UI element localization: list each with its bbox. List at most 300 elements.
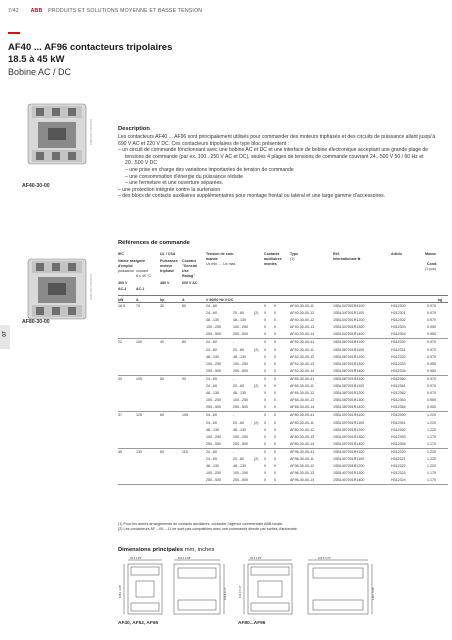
table-row <box>118 376 448 383</box>
table-cell: H312394 <box>391 441 406 446</box>
header-400v: 400 V <box>118 281 128 285</box>
table-cell: 1SBL397001R1300 <box>333 434 365 439</box>
dimensions-title: Dimensions principales <box>118 547 184 553</box>
table-cell: 1SBL407001R1100 <box>333 456 365 461</box>
header-article: Article <box>391 252 403 256</box>
table-cell: 250...500 <box>233 405 248 410</box>
description-subbullet: – une consommation d'énergie du puissance réduite <box>125 173 243 180</box>
table-cell: 1SBL367001R1400 <box>333 368 365 373</box>
table-cell: 0 <box>274 434 276 439</box>
table-group <box>118 449 448 485</box>
table-cell: 0 <box>274 391 276 396</box>
header-theta: θ ≤ 40 °C <box>136 274 151 278</box>
table-cell: 1.170 <box>427 441 436 446</box>
table-cell: 0.970 <box>427 304 436 308</box>
table-cell: 1SBL367001R1300 <box>333 361 365 366</box>
table-cell: - <box>233 340 235 345</box>
table-row <box>118 303 448 310</box>
brand-name: ABB <box>30 8 43 14</box>
table-cell: 0 <box>274 361 276 366</box>
table-cell: AF80-30-00-13 <box>290 434 315 439</box>
table-cell: 250...500 <box>206 368 221 373</box>
table-cell: AF80-30-00-12 <box>290 427 315 432</box>
table-cell: H312334 <box>391 368 406 373</box>
table-row <box>118 463 448 470</box>
page-header <box>8 8 202 14</box>
references-heading: Références de commande <box>118 240 190 246</box>
table-row <box>118 427 448 434</box>
table-cell: 0 <box>274 340 276 345</box>
table-cell: 0 <box>264 420 266 425</box>
table-cell: 1SBL397001R1100 <box>333 420 365 425</box>
table-cell: 0.970 <box>427 354 436 359</box>
table-cell: 1.220 <box>427 449 436 454</box>
table-cell: 100...250 <box>233 434 248 439</box>
table-cell: H312300 <box>391 304 406 308</box>
image-credit-2: 1SBC101143C0201 <box>89 273 94 301</box>
cell-hp: 60 <box>160 449 164 454</box>
table-cell: AF96-30-00-12 <box>290 464 315 469</box>
table-cell: 0 <box>264 332 266 337</box>
table-row <box>118 339 448 346</box>
table-row <box>118 347 448 354</box>
table-row <box>118 456 448 463</box>
table-cell: AF40-30-00-14 <box>290 332 315 337</box>
table-cell: 1SBL367001R1200 <box>333 354 365 359</box>
table-cell: (2) <box>254 420 259 425</box>
table-cell: 48...130 <box>233 318 246 323</box>
table-cell: 0 <box>264 449 266 454</box>
header-cond: Cond. <box>427 262 438 266</box>
table-cell: 1SBL387001R1300 <box>333 398 365 403</box>
table-cell: 100...250 <box>206 398 221 403</box>
table-cell: 1SBL397001R4100 <box>333 413 365 418</box>
table-cell: 100...250 <box>233 471 248 476</box>
cell-a1: 70 <box>136 304 140 308</box>
cell-kw: 22 <box>118 340 122 345</box>
table-cell: - <box>233 376 235 381</box>
table-cell: 1SBL387001R1100 <box>333 384 365 389</box>
table-cell: AF80-30-00-11 <box>290 420 314 425</box>
description-bullet: – une protection intégrée contre la surtension <box>118 186 221 193</box>
table-cell: AF65-30-00-13 <box>290 398 315 403</box>
header-triphase: triphasé <box>160 269 174 273</box>
table-row <box>118 368 448 375</box>
header-emploi: d'emploi <box>118 264 133 268</box>
table-cell: H312320 <box>391 449 406 454</box>
table-cell: 250...500 <box>233 478 248 483</box>
cell-kw: 37 <box>118 413 122 418</box>
table-cell: H312361 <box>391 384 406 389</box>
header-type-note: (1) <box>290 257 295 261</box>
footnote-2: (2) Les contacteurs AF...-00-...11 ne sont pas compatibles avec une commande directe par sorties d'automate. <box>118 527 298 532</box>
table-cell: 1SBL407001R1300 <box>333 471 365 476</box>
table-row <box>118 354 448 361</box>
table-cell: 24...60 <box>206 420 217 425</box>
table-cell: 1.170 <box>427 434 436 439</box>
header-uc-range: Uc min. ... Uc max. <box>206 262 237 266</box>
table-cell: 0.970 <box>427 384 436 389</box>
table-cell: (2) <box>254 347 259 352</box>
cell-a2: 80 <box>182 340 186 345</box>
table-cell: H312391 <box>391 420 406 425</box>
table-cell: AF40-30-00-13 <box>290 325 315 330</box>
table-cell: 1.220 <box>427 464 436 469</box>
table-group <box>118 303 448 339</box>
header-puissance: puissance <box>118 269 135 273</box>
dimensions-heading <box>118 547 214 553</box>
header-valeur: Valeur assignée <box>118 259 146 263</box>
table-cell: 24...60 <box>206 311 217 316</box>
header-480v: 480 V <box>160 281 170 285</box>
description-intro: Les contacteurs AF40 ... AF96 sont principalement utilisés pour commander des moteurs triphasés et des circuits de puissance allant jusqu'à 690 V AC et 220 V DC. Ces contacteurs tripolaires de type bloc présentent : <box>118 134 436 147</box>
table-row <box>118 470 448 477</box>
table-cell: AF52-30-00-11 <box>290 347 314 352</box>
table-cell: 1SBL347001R1400 <box>333 332 365 337</box>
table-cell: 0 <box>264 456 266 461</box>
cell-hp: 30 <box>160 304 164 308</box>
table-row <box>118 331 448 338</box>
table-cell: 0 <box>274 449 276 454</box>
contactor-af80-image <box>22 255 92 323</box>
dim-label: 119.5 4.70" <box>318 557 331 560</box>
table-cell: 250...500 <box>206 405 221 410</box>
header-type: Type <box>290 252 299 256</box>
table-cell: 1SBL347001R1100 <box>333 311 365 316</box>
header-puissance-moteur: Puissance <box>160 259 178 263</box>
table-cell: H312301 <box>391 311 406 316</box>
cell-a1: 125 <box>136 413 142 418</box>
table-row <box>118 397 448 404</box>
dimension-drawing-af40 <box>118 556 233 620</box>
table-cell: 0 <box>264 311 266 316</box>
accent-bar <box>8 32 20 34</box>
table-cell: 1.170 <box>427 478 436 483</box>
cell-a1: 105 <box>136 376 142 381</box>
table-cell: 0 <box>274 398 276 403</box>
table-cell: (2) <box>254 456 259 461</box>
table-units-row <box>118 296 448 303</box>
table-cell: 0 <box>274 318 276 323</box>
table-cell: AF65-30-00-11 <box>290 384 314 389</box>
dim-label: 119.6 4.71" <box>224 587 227 600</box>
table-cell: AF80-30-00-41 <box>290 413 315 418</box>
title-line-2: 18.5 à 45 kW <box>8 54 65 65</box>
table-cell: AF40-30-00-12 <box>290 311 315 316</box>
table-row <box>118 390 448 397</box>
table-cell: AF40-30-00-11 <box>290 304 314 308</box>
header-ac1: AC-1 <box>136 287 145 291</box>
chapter-number: 07 <box>1 331 8 337</box>
header-courant: courant <box>136 269 148 273</box>
table-cell: 0 <box>274 420 276 425</box>
dim-label: 35.4 1.39" <box>130 557 142 560</box>
header-use: Use <box>182 269 189 273</box>
table-cell: AF52-30-00-14 <box>290 368 315 373</box>
table-cell: 100...250 <box>206 434 221 439</box>
description-body <box>118 134 443 200</box>
table-cell: 20...60 <box>233 311 244 316</box>
table-cell: 250...500 <box>206 478 221 483</box>
dim-label: 116.4 4.58" <box>178 557 191 560</box>
table-cell: 100...250 <box>206 471 221 476</box>
table-cell: 0 <box>264 464 266 469</box>
table-cell: 0 <box>274 304 276 308</box>
table-cell: 0 <box>264 354 266 359</box>
table-cell: 0 <box>274 464 276 469</box>
table-row <box>118 404 448 411</box>
header-masse: Masse <box>425 252 436 256</box>
header-rating: Rating" <box>182 274 195 278</box>
table-cell: 100...250 <box>206 325 221 330</box>
cell-a2: 90 <box>182 376 186 381</box>
header-montes: montés <box>264 262 277 266</box>
table-cell: AF65-30-00-14 <box>290 405 315 410</box>
table-cell: 0.970 <box>427 347 436 352</box>
table-cell: 0 <box>264 318 266 323</box>
table-row <box>118 383 448 390</box>
table-cell: 0 <box>264 405 266 410</box>
cell-kw: 45 <box>118 449 122 454</box>
table-cell: 1SBL347001R1300 <box>333 325 365 330</box>
image-caption-1: AF40-30-00 <box>22 183 50 189</box>
table-cell: H312331 <box>391 347 406 352</box>
table-cell: 0.950 <box>427 398 436 403</box>
table-cell: 48...130 <box>206 464 219 469</box>
table-cell: H312323 <box>391 471 406 476</box>
table-row <box>118 324 448 331</box>
table-cell: 0 <box>274 427 276 432</box>
dim-label: 108.1 4.26" <box>119 584 122 598</box>
table-cell: H312324 <box>391 478 406 483</box>
header-mande: mande <box>206 257 218 261</box>
table-cell: 0 <box>274 376 276 381</box>
table-cell: (2) <box>254 311 259 316</box>
cell-hp: 60 <box>160 413 164 418</box>
table-cell: 1SBL407001R4100 <box>333 449 365 454</box>
table-body <box>118 303 448 485</box>
table-cell: 0 <box>274 456 276 461</box>
table-cell: 250...500 <box>233 441 248 446</box>
table-cell: AF52-30-00-13 <box>290 361 315 366</box>
table-cell: AF96-30-00-41 <box>290 449 315 454</box>
table-cell: 1SBL387001R4100 <box>333 376 365 381</box>
table-cell: 20...60 <box>233 456 244 461</box>
cell-a2: 105 <box>182 413 188 418</box>
table-row <box>118 310 448 317</box>
cell-a1: 100 <box>136 340 142 345</box>
table-cell: 0.950 <box>427 332 436 337</box>
table-cell: 0 <box>264 478 266 483</box>
header-iec: IEC <box>118 252 124 256</box>
table-cell: H312362 <box>391 391 406 396</box>
table-cell: 24...60 <box>206 304 217 308</box>
table-cell: 48...130 <box>206 354 219 359</box>
dimension-drawing-af80 <box>238 556 446 620</box>
table-cell: AF96-30-00-13 <box>290 471 315 476</box>
table-cell: 1.220 <box>427 427 436 432</box>
table-cell: 0 <box>274 384 276 389</box>
table-cell: 1SBL407001R1200 <box>333 464 365 469</box>
table-row <box>118 361 448 368</box>
table-cell: - <box>233 413 235 418</box>
table-row <box>118 317 448 324</box>
table-group <box>118 412 448 448</box>
header-auxiliaires: auxiliaires <box>264 257 282 261</box>
table-row <box>118 412 448 419</box>
title-line-1: AF40 ... AF96 contacteurs tripolaires <box>8 42 173 53</box>
table-cell: 0 <box>264 325 266 330</box>
header-ref: Réf. <box>333 252 340 256</box>
table-group <box>118 376 448 412</box>
footnote-1: (1) Pour les autres arrangements de contacts auxiliaires, contacter l'agence commerciale ABB locale. <box>118 522 284 526</box>
table-row <box>118 420 448 427</box>
contactor-af40-image <box>22 100 92 168</box>
table-cell: 48...130 <box>233 464 246 469</box>
header-tension: Tension de com- <box>206 252 235 256</box>
table-cell: 0 <box>264 398 266 403</box>
unit-a: A <box>136 297 139 302</box>
table-cell: H312302 <box>391 318 406 323</box>
unit-kg: kg <box>438 297 443 302</box>
header-pcs: (1 pcs) <box>425 267 436 271</box>
table-cell: H312393 <box>391 434 406 439</box>
chapter-tab <box>0 325 10 349</box>
table-cell: 0 <box>264 368 266 373</box>
table-cell: 0.950 <box>427 325 436 330</box>
table-cell: 48...130 <box>206 391 219 396</box>
cell-kw: 18.5 <box>118 304 125 308</box>
cell-hp: 40 <box>160 340 164 345</box>
references-table <box>118 250 448 485</box>
table-cell: AF40-30-00-12 <box>290 318 315 323</box>
header-courant-general: Courant <box>182 259 196 263</box>
table-cell: H312333 <box>391 361 406 366</box>
table-cell: 24...60 <box>206 340 217 345</box>
table-cell: H312363 <box>391 398 406 403</box>
table-cell: 1SBL397001R1400 <box>333 441 365 446</box>
header-general: "General <box>182 264 198 268</box>
table-row <box>118 434 448 441</box>
table-cell: 0 <box>274 441 276 446</box>
table-cell: 0 <box>274 325 276 330</box>
table-cell: AF65-30-00-41 <box>290 376 315 381</box>
table-cell: 24...60 <box>206 449 217 454</box>
table-cell: 1.220 <box>427 456 436 461</box>
dimension-caption-2: AF80...AF96 <box>238 621 266 626</box>
table-cell: 0 <box>274 471 276 476</box>
unit-voltage: V 50/60 Hz V DC <box>206 297 234 302</box>
description-subbullet: – une prise en charge des variations importantes de tension de commande <box>125 166 294 173</box>
description-heading: Description <box>118 126 150 132</box>
table-cell: 0 <box>274 354 276 359</box>
table-cell: 1SBL347001R1200 <box>333 318 365 323</box>
table-cell: 20...60 <box>233 347 244 352</box>
table-cell: 20...60 <box>233 384 244 389</box>
table-cell: 48...130 <box>233 427 246 432</box>
dim-label: 35.4 1.39" <box>250 557 262 560</box>
header-ac3: AC-3 <box>118 287 127 291</box>
table-cell: 0 <box>274 311 276 316</box>
table-cell: 24...60 <box>206 456 217 461</box>
table-cell: 0.970 <box>427 311 436 316</box>
table-cell: 100...250 <box>233 361 248 366</box>
table-cell: 1SBL347001R4100 <box>333 304 365 308</box>
table-cell: 1SBL367001R1100 <box>333 347 365 352</box>
table-cell: H312321 <box>391 456 406 461</box>
table-cell: 0 <box>264 304 266 308</box>
cell-a2: 115 <box>182 449 188 454</box>
table-cell: 0.970 <box>427 318 436 323</box>
dim-label: 140.7 5.54" <box>372 586 375 600</box>
cell-a2: 60 <box>182 304 186 308</box>
table-cell: 1.220 <box>427 420 436 425</box>
table-cell: 1.220 <box>427 413 436 418</box>
table-cell: H312390 <box>391 413 406 418</box>
table-cell: 0 <box>274 478 276 483</box>
table-cell: AF96-30-00-11 <box>290 456 314 461</box>
table-cell: 0.970 <box>427 340 436 345</box>
table-cell: 48...130 <box>233 391 246 396</box>
header-600v: 600 V AC <box>182 281 198 285</box>
table-cell: - <box>233 304 235 308</box>
table-cell: AF80-30-00-14 <box>290 441 315 446</box>
table-cell: - <box>233 449 235 454</box>
table-cell: 0 <box>264 434 266 439</box>
table-cell: 48...130 <box>206 427 219 432</box>
description-subbullet: – une fermeture et une ouverture séparées. <box>125 180 224 187</box>
section-title: PRODUITS ET SOLUTIONS MOYENNE ET BASSE TENSION <box>48 8 203 14</box>
table-cell: H312392 <box>391 427 406 432</box>
table-cell: 250...500 <box>206 441 221 446</box>
table-cell: (2) <box>254 384 259 389</box>
table-cell: 0 <box>264 413 266 418</box>
footnotes <box>118 522 298 532</box>
dim-label: 131.4 5.17" <box>239 584 242 598</box>
table-cell: 0 <box>274 405 276 410</box>
table-cell: 0 <box>264 340 266 345</box>
page-number: 7/42 <box>8 8 19 14</box>
table-cell: 24...60 <box>206 376 217 381</box>
table-cell: 0 <box>264 361 266 366</box>
table-cell: 24...60 <box>206 413 217 418</box>
table-cell: 0.970 <box>427 376 436 381</box>
table-cell: 0.950 <box>427 368 436 373</box>
table-header <box>118 250 448 296</box>
table-cell: AF52-30-00-41 <box>290 340 315 345</box>
table-cell: AF65-30-00-12 <box>290 391 315 396</box>
table-cell: H312360 <box>391 376 406 381</box>
table-cell: 0.950 <box>427 405 436 410</box>
image-credit-1: 1SBC101143C0201 <box>89 118 94 146</box>
table-cell: 0 <box>264 347 266 352</box>
page-title <box>8 42 172 66</box>
table-cell: 48...130 <box>206 318 219 323</box>
table-cell: 250...500 <box>233 368 248 373</box>
cell-kw: 30 <box>118 376 122 381</box>
table-cell: 1SBL367001R4100 <box>333 340 365 345</box>
cell-hp: 50 <box>160 376 164 381</box>
table-cell: 48...130 <box>233 354 246 359</box>
table-cell: 24...60 <box>206 347 217 352</box>
table-cell: 0 <box>264 471 266 476</box>
table-cell: 0 <box>264 441 266 446</box>
table-cell: H312364 <box>391 405 406 410</box>
table-cell: 100...250 <box>206 361 221 366</box>
table-cell: 0.950 <box>427 361 436 366</box>
table-cell: H312304 <box>391 332 406 337</box>
table-cell: 0.970 <box>427 391 436 396</box>
